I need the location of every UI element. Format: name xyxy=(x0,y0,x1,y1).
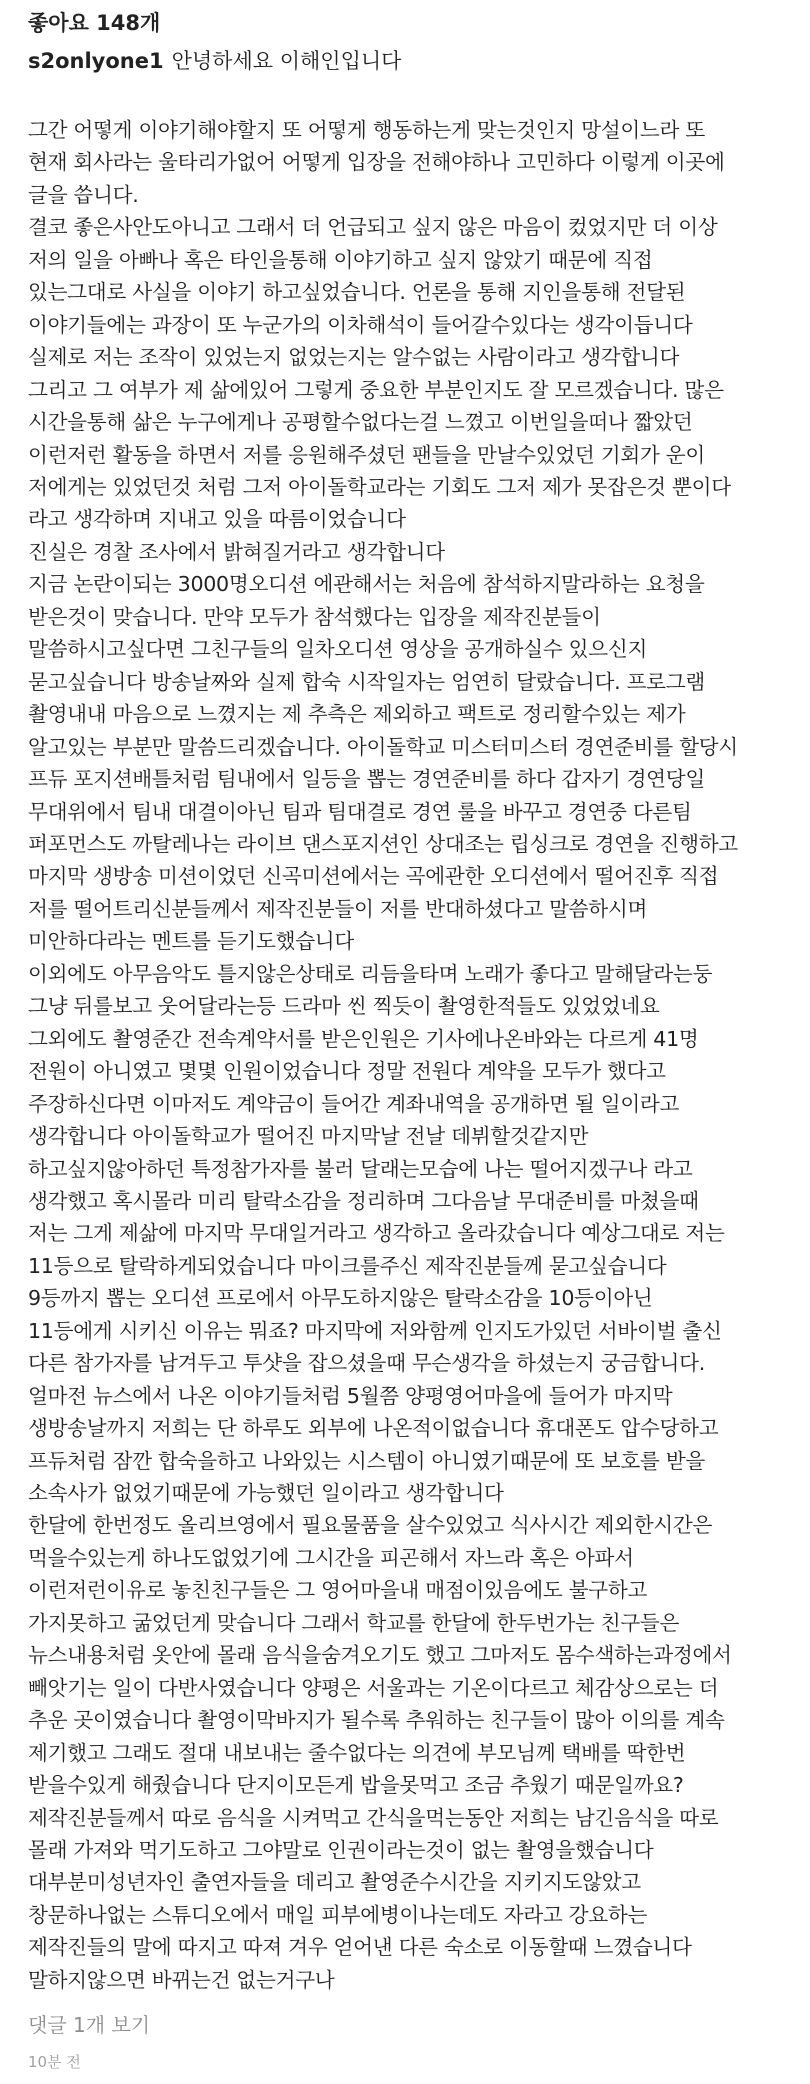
post-timestamp: 10분 전 xyxy=(28,2053,81,2072)
caption-line: 제기했고 그래도 절대 내보내는 줄수없다는 의견에 부모님께 택배를 딱한번 xyxy=(28,1740,686,1765)
caption-line: 하고싶지않아하던 특정참가자를 불러 달래는모습에 나는 떨어지겠구나 라고 xyxy=(28,1156,693,1181)
caption-line: 생각합니다 아이돌학교가 떨어진 마지막날 전날 데뷔할것같지만 xyxy=(28,1124,589,1149)
caption-line: 결코 좋은사안도아니고 그래서 더 언급되고 싶지 않은 마음이 컸었지만 더 이상 xyxy=(28,215,718,240)
caption-line: 그외에도 촬영준간 전속계약서를 받은인원은 기사에나온바와는 다르게 41명 xyxy=(28,1026,699,1051)
caption-line: 받을수있게 해줬습니다 단지이모든게 밥을못먹고 조금 추웠기 때문일까요? xyxy=(28,1773,684,1798)
caption-line: 먹을수있는게 하나도없었기에 그시간을 피곤해서 자느라 혹은 아파서 xyxy=(28,1545,634,1570)
caption-line: 받은것이 맞습니다. 만약 모두가 참석했다는 입장을 제작진분들이 xyxy=(28,604,601,629)
caption-line: 제작진들의 말에 따지고 따져 겨우 얻어낸 다른 숙소로 이동할때 느꼈습니다 xyxy=(28,1935,692,1960)
caption-line: 얼마전 뉴스에서 나온 이야기들처럼 5월쯤 양평영어마을에 들어가 마지막 xyxy=(28,1383,673,1408)
caption-line: 지금 논란이되는 3000명오디션 에관해서는 처음에 참석하지말라하는 요청을 xyxy=(28,572,705,597)
caption-line: 프듀처럼 잠깐 합숙을하고 나와있는 시스템이 아니였기때문에 또 보호를 받을 xyxy=(28,1448,705,1473)
caption-line: 그리고 그 여부가 제 삶에있어 그렇게 중요한 부분인지도 잘 모르겠습니다. 많은 xyxy=(28,377,724,402)
caption-intro: 안녕하세요 이해인입니다 xyxy=(171,49,402,73)
caption-line: 진실은 경찰 조사에서 밝혀질거라고 생각합니다 xyxy=(28,539,445,564)
caption-line: 11등에게 시키신 이유는 뭐죠? 마지막에 저와함께 인지도가있던 서바이벌 출신 xyxy=(28,1318,722,1343)
likes-count[interactable]: 좋아요 148개 xyxy=(28,11,161,35)
caption-line: 11등으로 탈락하게되었습니다 마이크를주신 제작진분들께 묻고싶습니다 xyxy=(28,1253,667,1278)
caption-line: 창문하나없는 스튜디오에서 매일 피부에병이나는데도 자라고 강요하는 xyxy=(28,1902,648,1927)
caption-line: 한달에 한번정도 올리브영에서 필요물품을 살수있었고 식사시간 제외한시간은 xyxy=(28,1513,713,1538)
caption-line: 그냥 뒤를보고 웃어달라는등 드라마 씬 찍듯이 촬영한적들도 있었었네요 xyxy=(28,994,660,1019)
username-link[interactable]: s2onlyone1 xyxy=(28,49,164,73)
caption-line: 이런저런이유로 놓친친구들은 그 영어마을내 매점이있음에도 불구하고 xyxy=(28,1578,648,1603)
caption-line: 저는 그게 제삶에 마지막 무대일거라고 생각하고 올라갔습니다 예상그대로 저는 xyxy=(28,1221,725,1246)
caption-line: 9등까지 뽑는 오디션 프로에서 아무도하지않은 탈락소감을 10등이아닌 xyxy=(28,1286,653,1311)
caption-line: 묻고싶습니다 방송날짜와 실제 합숙 시작일자는 엄연히 달랐습니다. 프로그램 xyxy=(28,669,705,694)
caption-line: 라고 생각하며 지내고 있을 따름이었습니다 xyxy=(28,507,406,532)
caption-line: 그간 어떻게 이야기해야할지 또 어떻게 행동하는게 맞는것인지 망설이느라 또 xyxy=(28,118,705,142)
caption-line: 이야기들에는 과장이 또 누군가의 이차해석이 들어갈수있다는 생각이듭니다 xyxy=(28,312,693,337)
caption-line: 다른 참가자를 남겨두고 투샷을 잡으셨을때 무슨생각을 하셨는지 궁금합니다. xyxy=(28,1351,705,1376)
caption-line: 말씀하시고싶다면 그친구들의 일차오디션 영상을 공개하실수 있으신지 xyxy=(28,637,648,662)
caption-line: 말하지않으면 바뀌는건 없는거구나 xyxy=(28,1967,335,1992)
caption-line: 전원이 아니였고 몇몇 인원이었습니다 정말 전원다 계약을 모두가 했다고 xyxy=(28,1059,666,1084)
caption-line: 저를 떨어트리신분들께서 제작진분들이 저를 반대하셨다고 말씀하시며 xyxy=(28,896,648,921)
caption-line: 대부분미성년자인 출연자들을 데리고 촬영준수시간을 지키지도않았고 xyxy=(28,1870,641,1895)
caption-line: 소속사가 없었기때문에 가능했던 일이라고 생각합니다 xyxy=(28,1481,504,1506)
caption-line: 몰래 가져와 먹기도하고 그야말로 인권이라는것이 없는 촬영을했습니다 xyxy=(28,1838,654,1863)
caption-line: 촬영내내 마음으로 느꼈지는 제 추측은 제외하고 팩트로 정리할수있는 제가 xyxy=(28,702,686,727)
caption-line: 퍼포먼스도 까탈레나는 라이브 댄스포지션인 상대조는 립싱크로 경연을 진행하고 xyxy=(28,831,738,856)
caption-line: 프듀 포지션배틀처럼 팀내에서 일등을 뽑는 경연준비를 하다 갑자기 경연당일 xyxy=(28,767,705,792)
caption-line: 생각했고 혹시몰라 미리 탈락소감을 정리하며 그다음날 무대준비를 마쳤을때 xyxy=(28,1188,699,1213)
caption-line: 이런저런 활동을 하면서 저를 응원해주셨던 팬들을 만날수있었던 기회가 운이 xyxy=(28,442,705,467)
caption-line: 주장하신다면 이마저도 계약금이 들어간 계좌내역을 공개하면 될 일이라고 xyxy=(28,1091,680,1116)
caption-line: 제작진분들께서 따로 음식을 시켜먹고 간식을먹는동안 저희는 남긴음식을 따로 xyxy=(28,1805,719,1830)
caption-line: 현재 회사라는 울타리가없어 어떻게 입장을 전해야하나 고민하다 이렇게 이곳에 xyxy=(28,150,725,175)
caption-line: 실제로 저는 조작이 있었는지 없었는지는 알수없는 사람이라고 생각합니다 xyxy=(28,345,680,370)
caption-line: 있는그대로 사실을 이야기 하고싶었습니다. 언론을 통해 지인을통해 전달된 xyxy=(28,280,686,305)
caption-line: 이외에도 아무음악도 틀지않은상태로 리듬을타며 노래가 좋다고 말해달라는둥 xyxy=(28,961,713,986)
caption-line: 마지막 생방송 미션이었던 신곡미션에서는 곡에관한 오디션에서 떨어진후 직접 xyxy=(28,864,719,889)
caption-body xyxy=(28,114,810,1996)
caption-line: 빼앗기는 일이 다반사였습니다 양평은 서울과는 기온이다르고 체감상으로는 더 xyxy=(28,1675,719,1700)
caption-line: 뉴스내용처럼 옷안에 몰래 음식을숨겨오기도 했고 그마저도 몸수색하는과정에서 xyxy=(28,1643,732,1668)
caption-line: 시간을통해 삶은 누구에게나 공평할수없다는걸 느꼈고 이번일을떠나 짧았던 xyxy=(28,410,693,435)
caption-line: 알고있는 부분만 말씀드리겠습니다. 아이돌학교 미스터미스터 경연준비를 할당시 xyxy=(28,734,738,759)
caption-line: 가지못하고 굶었던게 맞습니다 그래서 학교를 한달에 한두번가는 친구들은 xyxy=(28,1610,680,1635)
caption-line: 생방송날까지 저희는 단 하루도 외부에 나온적이없습니다 휴대폰도 압수당하고 xyxy=(28,1416,719,1441)
caption-line: 무대위에서 팀내 대결이아닌 팀과 팀대결로 경연 룰을 바꾸고 경연중 다른팀 xyxy=(28,799,692,824)
caption-line: 저의 일을 아빠나 혹은 타인을통해 이야기하고 싶지 않았기 때문에 직접 xyxy=(28,247,653,272)
caption-line: 글을 씁니다. xyxy=(28,182,139,207)
caption-line: 미안하다라는 멘트를 듣기도했습니다 xyxy=(28,929,354,954)
caption-line: 저에게는 있었던것 처럼 그저 아이돌학교라는 기회도 그저 제가 못잡은것 뿐이다 xyxy=(28,474,731,499)
view-comments-link[interactable]: 댓글 1개 보기 xyxy=(28,2013,151,2038)
caption-header xyxy=(28,46,810,92)
caption-line: 추운 곳이였습니다 촬영이막바지가 될수록 추워하는 친구들이 많아 이의를 계속 xyxy=(28,1708,725,1733)
